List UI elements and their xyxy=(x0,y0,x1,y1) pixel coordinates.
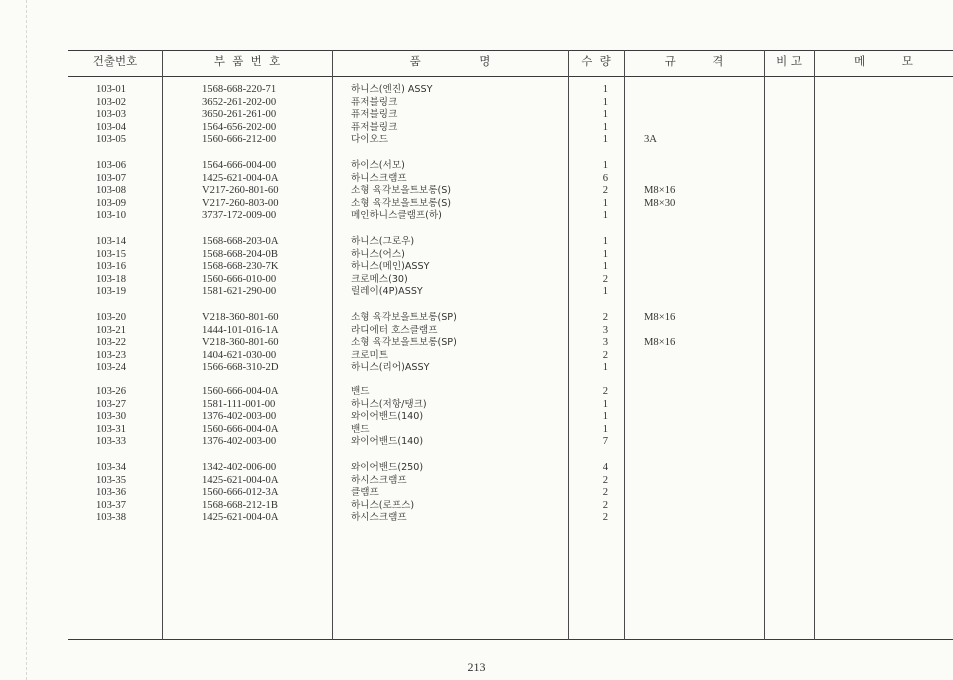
part-number-cell: 1376-402-003-00 xyxy=(202,411,277,423)
quantity-cell: 1 xyxy=(602,411,608,423)
quantity-cell: 1 xyxy=(602,109,608,121)
part-number-cell: 3650-261-261-00 xyxy=(202,109,277,121)
specification-cell: 3A xyxy=(644,134,657,146)
item-number-cell: 103-21 xyxy=(96,324,127,336)
quantity-cell: 2 xyxy=(602,312,608,323)
quantity-cell: 3 xyxy=(602,324,608,336)
quantity-cell: 2 xyxy=(602,386,608,397)
column-divider xyxy=(764,50,765,640)
part-name-cell: 와이어밴드(250) xyxy=(351,462,424,473)
part-number-cell: 1564-666-004-00 xyxy=(202,160,277,171)
column-divider xyxy=(814,50,815,640)
part-name-cell: 릴레이(4P)ASSY xyxy=(351,286,423,298)
item-number-cell: 103-18 xyxy=(96,273,127,285)
header-remarks: 비 고 xyxy=(776,54,802,68)
specification-cell: M8×30 xyxy=(644,197,676,209)
item-number-cell: 103-04 xyxy=(96,121,127,133)
quantity-cell: 1 xyxy=(602,261,608,273)
part-number-cell: 1568-668-220-71 xyxy=(202,84,277,95)
quantity-cell: 7 xyxy=(602,436,608,448)
part-name-cell: 하니스(그로우) xyxy=(351,236,415,247)
quantity-cell: 2 xyxy=(602,487,608,499)
part-name-cell: 클램프 xyxy=(351,487,379,499)
part-number-cell: 1560-666-212-00 xyxy=(202,134,277,146)
quantity-cell: 1 xyxy=(602,96,608,108)
quantity-cell: 2 xyxy=(602,185,608,197)
item-number-cell: 103-19 xyxy=(96,286,127,298)
item-number-cell: 103-33 xyxy=(96,436,127,448)
part-name-cell: 하니스(엔진) ASSY xyxy=(351,84,433,95)
item-number-cell: 103-24 xyxy=(96,362,127,374)
part-number-cell: 1568-668-204-0B xyxy=(202,248,278,260)
column-divider xyxy=(332,50,333,640)
item-number-cell: 103-20 xyxy=(96,312,127,323)
item-number-cell: 103-26 xyxy=(96,386,127,397)
part-name-cell: 하니스(저항/탱크) xyxy=(351,398,427,410)
part-number-cell: V218-360-801-60 xyxy=(202,312,279,323)
part-number-cell: 1376-402-003-00 xyxy=(202,436,277,448)
part-number-cell: 1568-668-212-1B xyxy=(202,499,278,511)
item-number-cell: 103-15 xyxy=(96,248,127,260)
part-name-cell: 하니스(어스) xyxy=(351,248,405,260)
part-name-cell: 하시스크램프 xyxy=(351,474,407,486)
quantity-cell: 1 xyxy=(602,197,608,209)
part-name-cell: 하니스크램프 xyxy=(351,172,407,184)
part-number-cell: 1560-666-010-00 xyxy=(202,273,277,285)
column-divider xyxy=(624,50,625,640)
part-name-cell: 하니스(로프스) xyxy=(351,499,415,511)
item-number-cell: 103-02 xyxy=(96,96,127,108)
specification-cell: M8×16 xyxy=(644,337,676,349)
parts-table xyxy=(68,46,953,640)
part-name-cell: 하시스크램프 xyxy=(351,512,407,524)
part-number-cell: 3737-172-009-00 xyxy=(202,210,277,222)
item-number-cell: 103-16 xyxy=(96,261,127,273)
item-number-cell: 103-34 xyxy=(96,462,127,473)
quantity-cell: 1 xyxy=(602,248,608,260)
part-number-cell: 1581-111-001-00 xyxy=(202,398,276,410)
column-divider xyxy=(568,50,569,640)
item-number-cell: 103-37 xyxy=(96,499,127,511)
quantity-cell: 2 xyxy=(602,474,608,486)
part-number-cell: 1564-656-202-00 xyxy=(202,121,277,133)
specification-cell: M8×16 xyxy=(644,312,676,323)
part-name-cell: 와이어밴드(140) xyxy=(351,436,424,448)
quantity-cell: 2 xyxy=(602,512,608,524)
part-number-cell: V218-360-801-60 xyxy=(202,337,279,349)
quantity-cell: 6 xyxy=(602,172,608,184)
item-number-cell: 103-38 xyxy=(96,512,127,524)
part-name-cell: 크로미트 xyxy=(351,349,389,361)
part-name-cell: 소형 육각보올트보롱(SP) xyxy=(351,312,457,323)
quantity-cell: 1 xyxy=(602,362,608,374)
quantity-cell: 1 xyxy=(602,398,608,410)
part-name-cell: 소형 육각보올트보롱(S) xyxy=(351,197,452,209)
header-part-name: 품 명 xyxy=(409,54,491,68)
quantity-cell: 1 xyxy=(602,160,608,171)
item-number-cell: 103-07 xyxy=(96,172,127,184)
header-part-number: 부 품 번 호 xyxy=(213,54,281,68)
part-name-cell: 소형 육각보올트보롱(S) xyxy=(351,185,452,197)
quantity-cell: 1 xyxy=(602,84,608,95)
quantity-cell: 1 xyxy=(602,236,608,247)
part-number-cell: V217-260-803-00 xyxy=(202,197,279,209)
item-number-cell: 103-30 xyxy=(96,411,127,423)
item-number-cell: 103-14 xyxy=(96,236,127,247)
item-number-cell: 103-27 xyxy=(96,398,127,410)
item-number-cell: 103-36 xyxy=(96,487,127,499)
item-number-cell: 103-05 xyxy=(96,134,127,146)
part-number-cell: 1425-621-004-0A xyxy=(202,512,279,524)
part-number-cell: 1560-666-004-0A xyxy=(202,386,279,397)
part-number-cell: 1560-666-004-0A xyxy=(202,423,279,435)
part-number-cell: 1566-668-310-2D xyxy=(202,362,279,374)
quantity-cell: 2 xyxy=(602,499,608,511)
part-number-cell: 1581-621-290-00 xyxy=(202,286,277,298)
part-number-cell: 1560-666-012-3A xyxy=(202,487,279,499)
part-name-cell: 메인하니스클램프(하) xyxy=(351,210,442,222)
quantity-cell: 3 xyxy=(602,337,608,349)
part-name-cell: 다이오드 xyxy=(351,134,389,146)
item-number-cell: 103-09 xyxy=(96,197,127,209)
item-number-cell: 103-08 xyxy=(96,185,127,197)
part-number-cell: 1568-668-230-7K xyxy=(202,261,279,273)
part-name-cell: 라디에터 호스클램프 xyxy=(351,324,438,336)
part-name-cell: 퓨저블링크 xyxy=(351,109,398,121)
header-item-number: 건출번호 xyxy=(92,54,138,68)
part-number-cell: 3652-261-202-00 xyxy=(202,96,277,108)
table-bottom-rule xyxy=(68,639,953,640)
part-number-cell: 1342-402-006-00 xyxy=(202,462,277,473)
quantity-cell: 1 xyxy=(602,121,608,133)
item-number-cell: 103-31 xyxy=(96,423,127,435)
item-number-cell: 103-35 xyxy=(96,474,127,486)
header-bottom-rule xyxy=(68,76,953,77)
header-memo: 메 모 xyxy=(854,54,913,68)
part-name-cell: 와이어밴드(140) xyxy=(351,411,424,423)
part-number-cell: 1425-621-004-0A xyxy=(202,172,279,184)
quantity-cell: 1 xyxy=(602,134,608,146)
quantity-cell: 2 xyxy=(602,349,608,361)
part-number-cell: 1404-621-030-00 xyxy=(202,349,277,361)
item-number-cell: 103-23 xyxy=(96,349,127,361)
header-specification: 규 격 xyxy=(664,54,724,68)
part-name-cell: 크로메스(30) xyxy=(351,273,408,285)
part-number-cell: 1425-621-004-0A xyxy=(202,474,279,486)
quantity-cell: 1 xyxy=(602,210,608,222)
part-name-cell: 퓨저블링크 xyxy=(351,121,398,133)
item-number-cell: 103-03 xyxy=(96,109,127,121)
part-name-cell: 소형 육각보올트보롱(SP) xyxy=(351,337,457,349)
quantity-cell: 4 xyxy=(602,462,608,473)
part-name-cell: 밴드 xyxy=(351,386,370,397)
part-name-cell: 하이스(서모) xyxy=(351,160,405,171)
item-number-cell: 103-06 xyxy=(96,160,127,171)
quantity-cell: 1 xyxy=(602,286,608,298)
item-number-cell: 103-22 xyxy=(96,337,127,349)
binding-margin-line xyxy=(26,0,27,680)
part-number-cell: 1444-101-016-1A xyxy=(202,324,279,336)
item-number-cell: 103-10 xyxy=(96,210,127,222)
part-name-cell: 밴드 xyxy=(351,423,370,435)
part-name-cell: 퓨저블링크 xyxy=(351,96,398,108)
page-number: 213 xyxy=(467,660,486,674)
header-quantity: 수 량 xyxy=(581,54,611,68)
part-number-cell: V217-260-801-60 xyxy=(202,185,279,197)
column-divider xyxy=(162,50,163,640)
part-name-cell: 하니스(메인)ASSY xyxy=(351,261,430,273)
part-number-cell: 1568-668-203-0A xyxy=(202,236,279,247)
quantity-cell: 2 xyxy=(602,273,608,285)
quantity-cell: 1 xyxy=(602,423,608,435)
part-name-cell: 하니스(리어)ASSY xyxy=(351,362,430,374)
item-number-cell: 103-01 xyxy=(96,84,127,95)
specification-cell: M8×16 xyxy=(644,185,676,197)
